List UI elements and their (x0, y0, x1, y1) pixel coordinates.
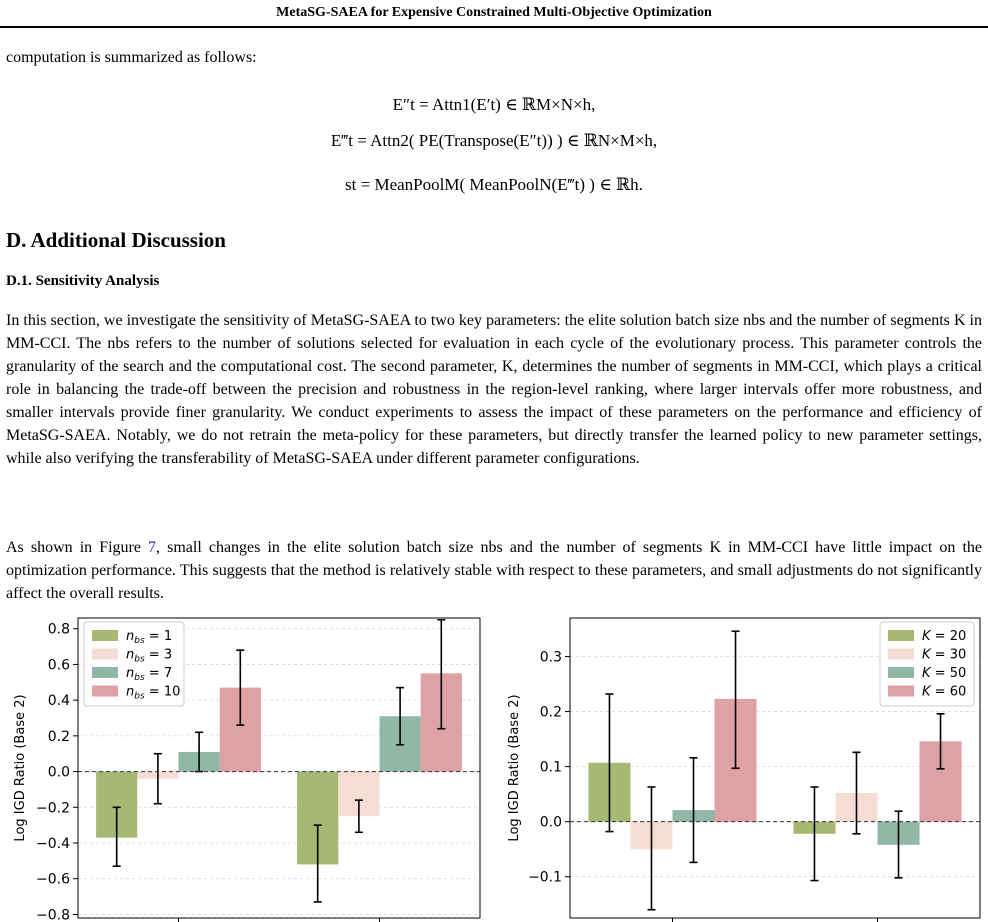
legend-swatch (92, 630, 118, 641)
paragraph-2 (6, 536, 982, 605)
y-tick-label: −0.6 (36, 871, 70, 888)
running-header-title: MetaSG-SAEA for Expensive Constrained Multi-Objective Optimization (276, 5, 712, 20)
equation-1-text: E″t = Attn1(E′t) ∈ ℝM×N×h, (392, 95, 596, 114)
y-tick-label: 0.0 (539, 814, 562, 831)
legend-label: $n_{bs} = 1$ (126, 629, 173, 646)
y-tick-label: −0.8 (36, 907, 70, 922)
legend-label: $n_{bs} = 7$ (126, 666, 173, 683)
paragraph-1: In this section, we investigate the sensitivity of MetaSG-SAEA to two key parameters: the elite solution batch size nbs and the number of segments K in MM-CCI. The nbs refers to the number of solutions selected for evaluation in each cycle of the evolutionary process. This parameter controls the granularity of the search and the computational cost. The second parameter, K, determines the number of segments in MM-CCI, which plays a critical role in balancing the trade-off between the precision and robustness in the region-level ranking, where larger intervals offer more robustness, and smaller intervals provide finer granularity. We conduct experiments to assess the impact of these parameters on the performance and efficiency of MetaSG-SAEA. Notably, we do not retrain the meta-policy for these parameters, but directly transfer the learned policy to new parameter settings, while also verifying the transferability of MetaSG-SAEA under different parameter configurations. (6, 312, 982, 467)
y-tick-label: 0.2 (539, 704, 562, 721)
legend-swatch (92, 686, 118, 697)
y-tick-label: 0.1 (539, 759, 562, 776)
figure-left-chart (0, 600, 490, 922)
subsection-title: D.1. Sensitivity Analysis (6, 273, 160, 289)
paragraph-2-before: As shown in Figure (6, 539, 149, 556)
legend-label: K = 30 (922, 647, 967, 663)
equation-3 (0, 172, 988, 198)
equation-2-text: E‴t = Attn2( PE(Transpose(E″t)) ) ∈ ℝN×M×h, (330, 131, 658, 150)
legend-swatch (888, 630, 914, 641)
y-tick-label: −0.1 (528, 869, 562, 886)
legend-label: K = 20 (922, 629, 967, 644)
paragraph-2-after: , small changes in the elite solution batch size nbs and the number of segments K in MM-CCI have little impact on the optimization performance. This suggests that the method is relatively stable with respect to these parameters, and small adjustments do not significantly affect the overall results. (6, 539, 982, 602)
legend-swatch (92, 649, 118, 660)
legend-swatch (888, 649, 914, 660)
legend-label: K = 50 (922, 666, 967, 681)
section-title: D. Additional Discussion (6, 228, 226, 252)
legend-label: $n_{bs} = 10$ (126, 684, 181, 702)
y-tick-label: 0.3 (539, 649, 562, 666)
y-tick-label: 0.6 (47, 657, 70, 674)
equation-1 (0, 92, 988, 118)
figure-reference-link[interactable]: 7 (148, 539, 157, 556)
y-axis-label: Log IGD Ratio (Base 2) (507, 694, 522, 842)
equation-2 (0, 128, 988, 154)
intro-text: computation is summarized as follows: (6, 49, 257, 66)
y-tick-label: 0.4 (47, 693, 70, 710)
legend-label: $n_{bs} = 3$ (126, 647, 173, 665)
running-header (0, 0, 988, 28)
legend-swatch (888, 667, 914, 678)
figure-right-chart (494, 600, 988, 922)
legend-swatch (888, 686, 914, 697)
legend-swatch (92, 667, 118, 678)
y-tick-label: 0.8 (47, 621, 70, 638)
legend-label: K = 60 (922, 684, 967, 700)
y-axis-label: Log IGD Ratio (Base 2) (13, 694, 28, 842)
y-tick-label: −0.4 (36, 836, 70, 852)
y-tick-label: 0.0 (47, 764, 70, 781)
equation-3-text: st = MeanPoolM( MeanPoolN(E‴t) ) ∈ ℝh. (345, 175, 643, 194)
y-tick-label: 0.2 (47, 728, 70, 745)
y-tick-label: −0.2 (36, 800, 70, 817)
